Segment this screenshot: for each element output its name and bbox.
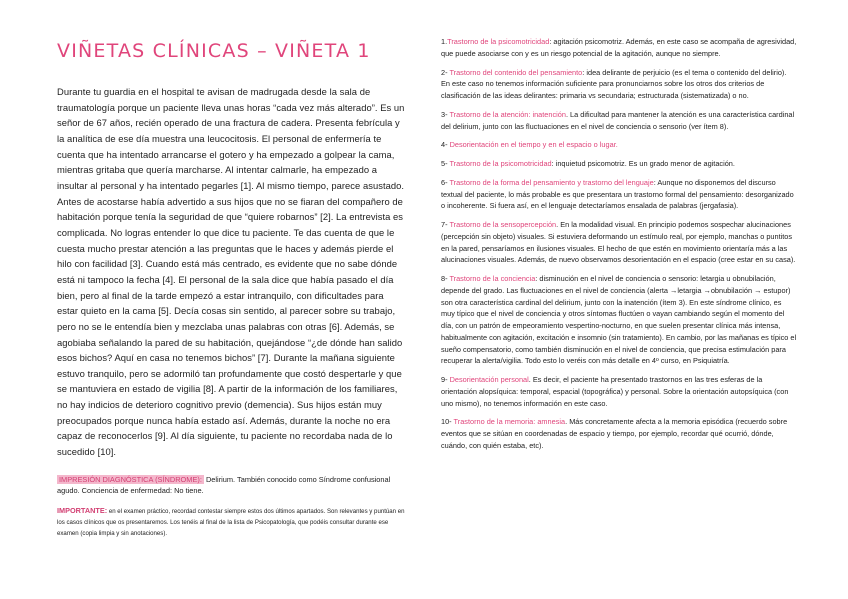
item-term: Trastorno de la sensopercepción xyxy=(449,220,557,229)
item-term: Trastorno de la atención: inatención xyxy=(449,109,566,119)
list-item: 2- Trastorno del contenido del pensamiento: idea delirante de perjuicio (es el tema o contenido del delirio). En este caso no tenemos información suficiente para pronunciarnos sobre los otros dos criterios de clasificación de las ideas delirantes: primaria vs secundaria; estructurada (sistematizada) o no. xyxy=(441,67,787,100)
diagnosis-block xyxy=(57,474,407,497)
list-item: 6- Trastorno de la forma del pensamiento y trastorno del lenguaje: Aunque no disponemos del discurso textual del paciente, lo más probable es que presentara un trastorno formal del pensamiento: desorganizado o incoherente. Si fuera así, en el lenguaje detectaríamos ensalada de palabras (jergafasia). xyxy=(441,177,794,211)
list-item: 7- Trastorno de la sensopercepción. En la modalidad visual. En principio podemos sospechar alucinaciones (percepción sin objeto) visuales. Si estuviera deformando un estímulo real, por ejemplo, manchas o puntitos en la pared, pensaríamos en ilusiones visuales. El hecho de que estén en movimiento orientaría más a las alucinaciones visuales. Además, de nuevo observamos desorientación en el espacio (cree estar en su casa). xyxy=(441,220,796,265)
list-item: 5- Trastorno de la psicomotricidad: inquietud psicomotriz. Es un grado menor de agitación. xyxy=(441,159,735,168)
item-term: Desorientación en el tiempo y en el espacio o lugar. xyxy=(449,140,618,150)
item-term: Trastorno del contenido del pensamiento xyxy=(449,67,583,77)
item-term: Desorientación personal xyxy=(449,375,529,384)
item-term: Trastorno de la psicomotricidad xyxy=(449,159,552,168)
list-item: 3- Trastorno de la atención: inatención. La dificultad para mantener la atención es una característica cardinal del delirium, junto con las fluctuaciones en el nivel de conciencia o sensorio (ver ítem 8). xyxy=(441,109,795,131)
page-title: VIÑETAS CLÍNICAS – VIÑETA 1 xyxy=(57,40,371,62)
diagnosis-label: IMPRESIÓN DIAGNÓSTICA (SÍNDROME): xyxy=(59,474,202,484)
right-column xyxy=(441,36,797,459)
diagnosis-text: Delirium. También conocido como Síndrome confusional agudo. Conciencia de enfermedad: No tiene. xyxy=(57,474,391,496)
important-text: en el examen práctico, recordad contestar siempre estos dos últimos apartados. Son relevantes y puntúan en los casos clínicos que os presentaremos. Los tenéis al final de la lista de Psicopatología, que podéis consultar durante ese examen (copia limpia y sin anotaciones). xyxy=(57,507,405,537)
item-term: Trastorno de la conciencia xyxy=(449,274,536,283)
list-item: 1.Trastorno de la psicomotricidad: agitación psicomotriz. Además, en este caso se acompaña de agresividad, que puede asociarse con y es un riesgo potencial de la agitación, aunque no siempre. xyxy=(441,37,797,58)
item-term: Trastorno de la psicomotricidad xyxy=(447,37,550,46)
list-item: 9- Desorientación personal. Es decir, el paciente ha presentado trastornos en las tres esferas de la orientación alopsíquica: temporal, espacial (topográfica) y personal. Sobre la orientación autopsíquica (con uno mismo), no tenemos información en este caso. xyxy=(441,375,789,408)
list-item: 8- Trastorno de la conciencia: disminución en el nivel de conciencia o sensorio: letargia u obnubilación, depende del grado. Las fluctuaciones en el nivel de conciencia (alerta →letargia →obnubilación → estupor) son otra característica cardinal del delirium, junto con la inatención (ítem 3). En este síndrome clínico, es muy típico que el nivel de conciencia y otros síntomas fluctúen o vayan cambiando según el momento del día, con un patrón de empeoramiento vespertino-nocturno, en que suelen presentar clínica más intensa, habitualmente con agitación, excitación e insomnio (sin tratamiento). En cambio, por las mañanas es típico el sueño compensatorio, como también disminución en el nivel de conciencia, que precisa estimulación para recuperar la alerta/vigilia. Todo esto lo veréis con más detalle en 4º curso, en Psiquiatría. xyxy=(441,274,797,366)
item-term: Trastorno de la memoria: amnesia xyxy=(453,417,566,427)
item-term: Trastorno de la forma del pensamiento y trastorno del lenguaje xyxy=(449,177,654,187)
list-item: 4- Desorientación en el tiempo y en el espacio o lugar. xyxy=(441,140,618,150)
case-narrative: Durante tu guardia en el hospital te avisan de madrugada desde la sala de traumatología porque un paciente lleva unas horas “cada vez más alterado”. Es un señor de 67 años, recién operado de una fractura de cadera. Presenta febrícula y la analítica de ese día muestra una leucocitosis. El personal de enfermería te cuenta que ha intentado arrancarse el gotero y ha empezado a golpear la cama, mientras gritaba que quería marcharse. Al intentar calmarle, ha empezado a insultar al personal y ha intentado pegarles [1]. Al mismo tiempo, parece asustado. Antes de acostarse había advertido a sus hijos que no se fiaran del compañero de habitación porque tenía la seguridad de que “quiere robarnos” [2]. La entrevista es complicada. No logras entender lo que dice tu paciente. Te das cuenta de que le cuesta mucho prestar atención a las preguntas que le haces y además pierde el hilo con facilidad [3]. Cuando está más centrado, es evidente que no sabe dónde está ni tampoco la fecha [4]. El personal de la sala dice que había pasado el día bien, pero al final de la tarde empezó a estar intranquilo, con dificultades para estar quieto en la cama [5]. Decía cosas sin sentido, al parecer sobre su trabajo, pero no se le entendía bien y mezclaba unas palabras con otras [6]. Además, se agobiaba señalando la pared de su habitación, quejándose “¿de dónde han salido esos bichos? Aquí en casa no tenemos bichos” [7]. Durante la mañana siguiente estuvo tranquilo, pero se adormiló tan profundamente que costó despertarle y que se mantuviera en estado de vigilia [8]. A partir de la información de los familiares, no hay indicios de deterioro cognitivo previo (demencia). Sus hijos están muy preocupados porque nunca había estado así. Además, durante la noche no era capaz de reconocerlos [9]. Al día siguiente, tu paciente no recordaba nada de lo sucedido [10]. xyxy=(57,86,405,458)
important-label: IMPORTANTE: xyxy=(57,505,108,515)
left-column xyxy=(57,40,407,539)
list-item: 10- Trastorno de la memoria: amnesia. Más concretamente afecta a la memoria episódica (recuerdo sobre eventos que se sitúan en coordenadas de espacio y tiempo, por ejemplo, recordar qué ocurrió, dónde, cuándo, con quién estaba, etc). xyxy=(441,417,788,450)
important-note xyxy=(57,505,407,539)
